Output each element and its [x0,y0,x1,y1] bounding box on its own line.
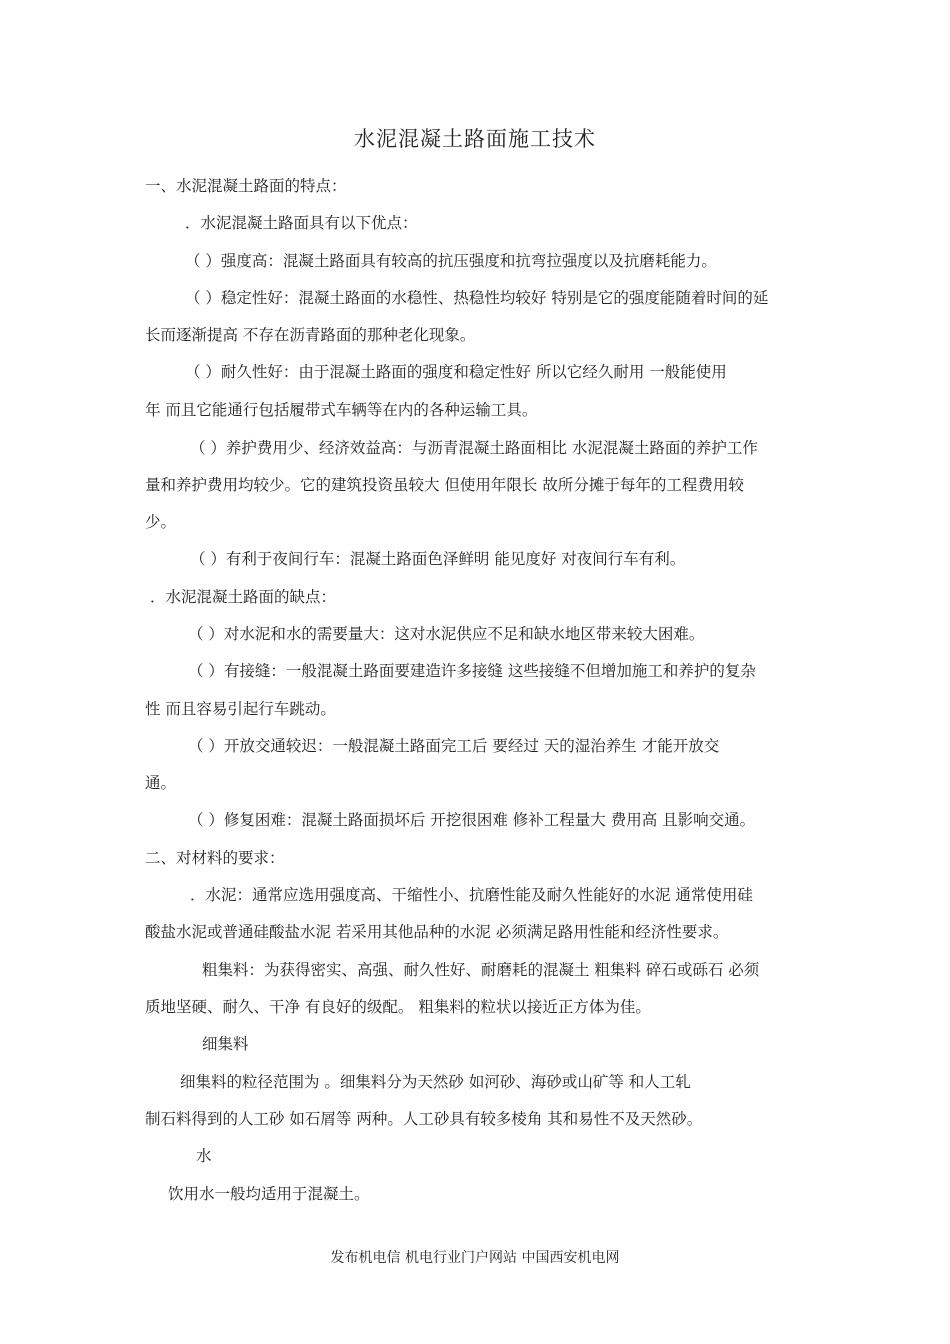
body-line: （ ）修复困难：混凝土路面损坏后 开挖很困难 修补工程量大 费用高 且影响交通。 [188,811,756,829]
body-line: 少。 [145,513,177,531]
body-line: （ ）对水泥和水的需要量大：这对水泥供应不足和缺水地区带来较大困难。 [188,625,705,643]
body-line: （ ）稳定性好：混凝土路面的水稳性、热稳性均较好 特别是它的强度能随着时间的延 [185,289,769,307]
body-line: （ ）耐久性好：由于混凝土路面的强度和稳定性好 所以它经久耐用 一般能使用 [185,363,727,381]
subsection-heading: ．水泥混凝土路面具有以下优点： [185,214,418,232]
page-footer: 发布机电信 机电行业门户网站 中国西安机电网 [330,1250,620,1266]
body-line: 量和养护费用均较少。它的建筑投资虽较大 但使用年限长 故所分摊于每年的工程费用较 [145,476,744,494]
body-line: 制石料得到的人工砂 如石屑等 两种。人工砂具有较多棱角 其和易性不及天然砂。 [145,1110,703,1128]
body-line: 通。 [145,774,177,792]
subsection-heading: ．水泥混凝土路面的缺点： [150,588,337,606]
body-line: 年 而且它能通行包括履带式车辆等在内的各种运输工具。 [145,401,538,419]
subsection-heading: 细集料 [202,1035,249,1053]
body-line: （ ）养护费用少、经济效益高：与沥青混凝土路面相比 水泥混凝土路面的养护工作 [190,439,758,457]
body-line: 性 而且容易引起行车跳动。 [145,700,336,718]
body-line: （ ）开放交通较迟：一般混凝土路面完工后 要经过 天的湿治养生 才能开放交 [188,737,720,755]
body-line: 细集料的粒径范围为 。细集料分为天然砂 如河砂、海砂或山矿等 和人工轧 [180,1073,691,1091]
body-line: 饮用水一般均适用于混凝土。 [168,1185,370,1203]
section-heading: 一、水泥混凝土路面的特点： [145,177,347,195]
document-title: 水泥混凝土路面施工技术 [354,127,596,151]
body-line: （ ）有利于夜间行车：混凝土路面色泽鲜明 能见度好 对夜间行车有利。 [190,550,686,568]
body-line: （ ）有接缝：一般混凝土路面要建造许多接缝 这些接缝不但增加施工和养护的复杂 [188,662,756,680]
body-line: ．水泥：通常应选用强度高、干缩性小、抗磨性能及耐久性能好的水泥 通常使用硅 [190,886,753,904]
body-line: 酸盐水泥或普通硅酸盐水泥 若采用其他品种的水泥 必须满足路用性能和经济性要求。 [145,923,729,941]
subsection-heading: 水 [196,1147,212,1165]
body-line: 粗集料：为获得密实、高强、耐久性好、耐磨耗的混凝土 粗集料 碎石或砾石 必须 [202,961,760,979]
body-line: 长而逐渐提高 不存在沥青路面的那种老化现象。 [145,326,476,344]
body-line: （ ）强度高：混凝土路面具有较高的抗压强度和抗弯拉强度以及抗磨耗能力。 [185,252,717,270]
section-heading: 二、对材料的要求： [145,849,285,867]
body-line: 质地坚硬、耐久、干净 有良好的级配。 粗集料的粒状以接近正方体为佳。 [145,998,651,1016]
